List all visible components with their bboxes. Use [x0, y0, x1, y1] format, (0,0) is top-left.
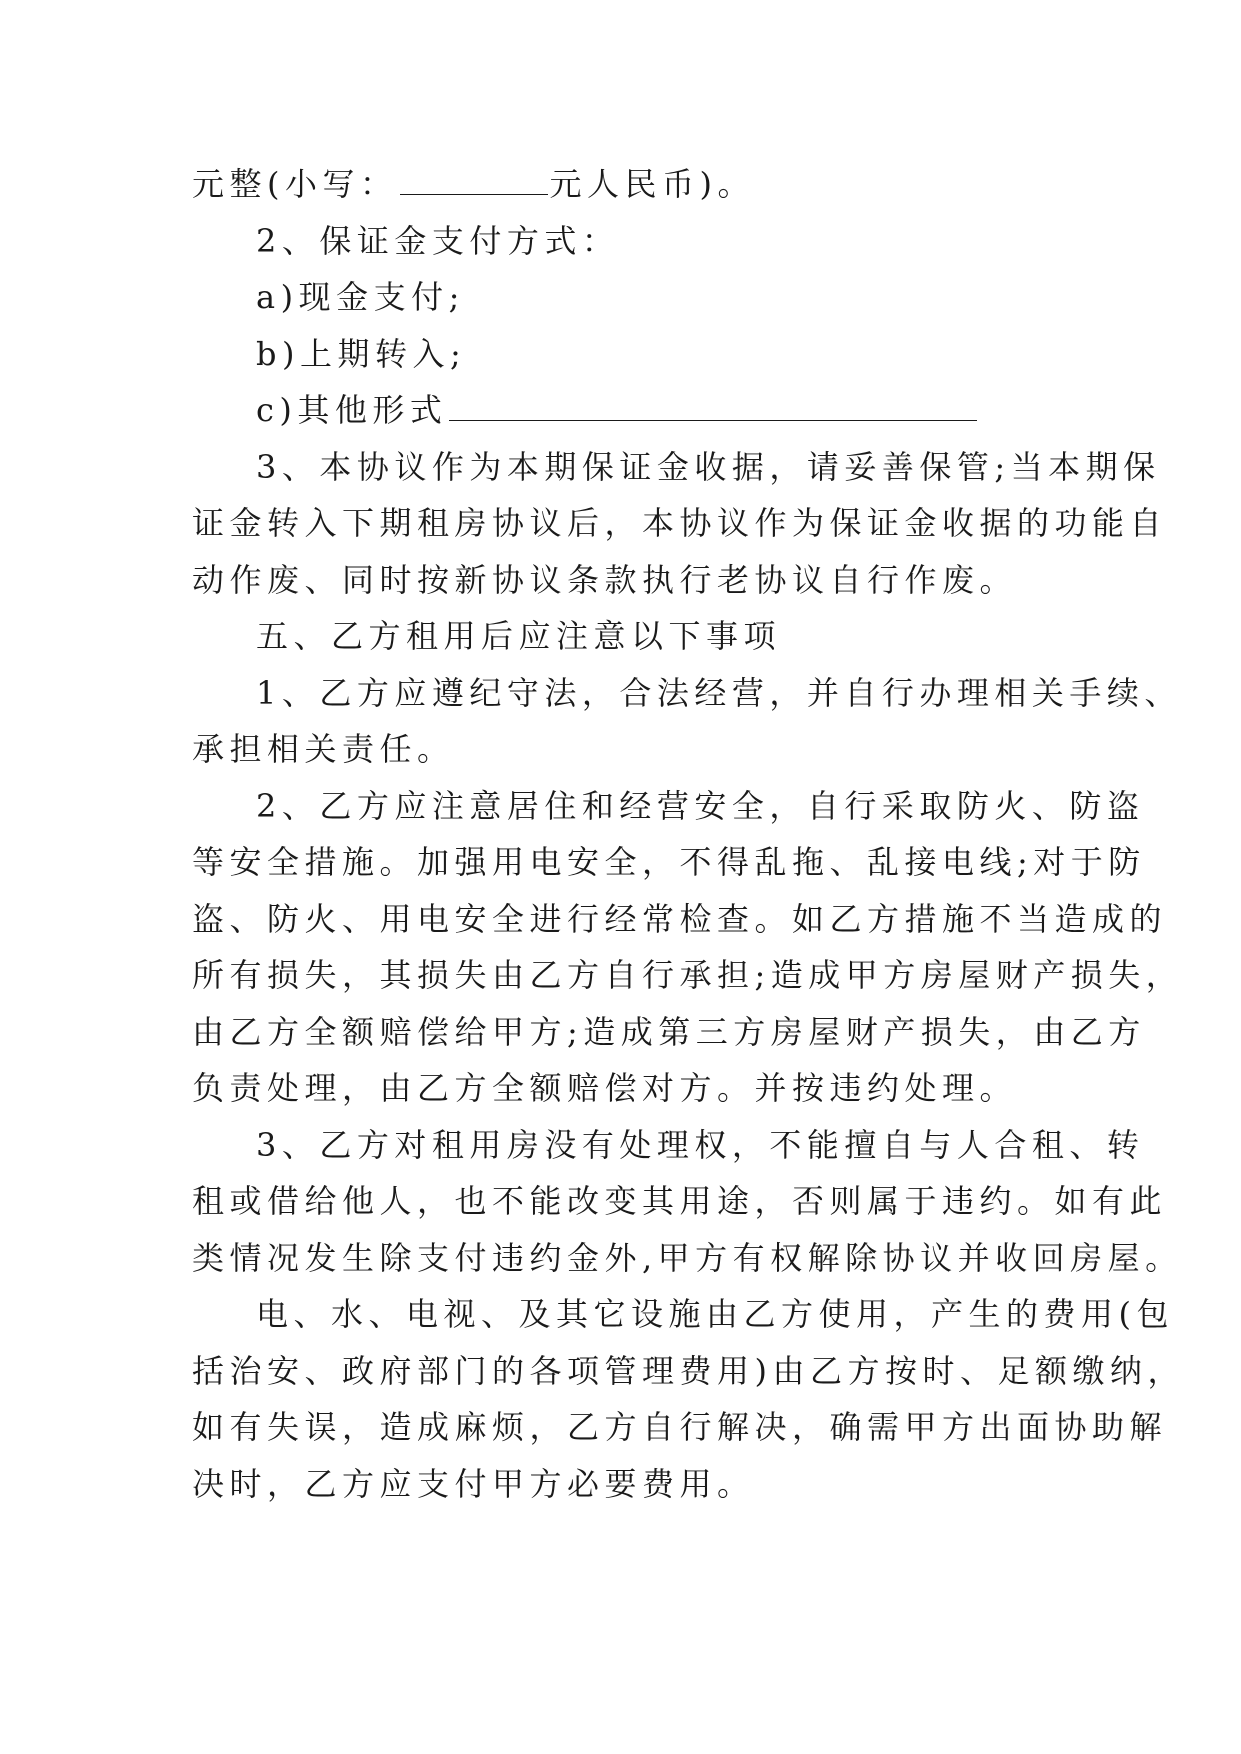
paragraph-line: 电、水、电视、及其它设施由乙方使用，产生的费用(包	[256, 1295, 1174, 1333]
paragraph-line: 证金转入下期租房协议后，本协议作为保证金收据的功能自	[192, 504, 1168, 542]
paragraph-line: 所有损失，其损失由乙方自行承担;造成甲方房屋财产损失，	[192, 956, 1184, 994]
payment-option-a: a)现金支付;	[256, 278, 465, 316]
paragraph-line: 等安全措施。加强用电安全，不得乱拖、乱接电线;对于防	[192, 843, 1146, 881]
paragraph-line: 类情况发生除支付违约金外,甲方有权解除协议并收回房屋。	[192, 1238, 1183, 1277]
section-heading-5: 五、乙方租用后应注意以下事项	[256, 617, 782, 655]
paragraph-line: 3、乙方对租用房没有处理权，不能擅自与人合租、转	[256, 1125, 1145, 1164]
paragraph-line: 承担相关责任。	[192, 730, 455, 768]
payment-option-c: c)其他形式	[256, 391, 448, 429]
deposit-amount-prefix: 元整(小写：	[192, 165, 398, 203]
payment-option-c-line	[192, 382, 1072, 439]
paragraph-line: 决时，乙方应支付甲方必要费用。	[192, 1464, 755, 1503]
paragraph-line: 由乙方全额赔偿给甲方;造成第三方房屋财产损失，由乙方	[192, 1012, 1146, 1051]
paragraph-line: 租或借给他人，也不能改变其用途，否则属于违约。如有此	[192, 1182, 1168, 1220]
payment-option-b: b)上期转入;	[256, 334, 467, 373]
clause-heading-payment-method: 2、保证金支付方式：	[256, 221, 620, 260]
deposit-amount-suffix: 元人民币)。	[549, 165, 755, 203]
paragraph-line: 1、乙方应遵纪守法，合法经营，并自行办理相关手续、	[256, 673, 1182, 712]
paragraph-line: 3、本协议作为本期保证金收据，请妥善保管;当本期保	[256, 447, 1161, 486]
paragraph-line: 负责处理，由乙方全额赔偿对方。并按违约处理。	[192, 1069, 1018, 1107]
paragraph-line: 动作废、同时按新协议条款执行老协议自行作废。	[192, 560, 1018, 599]
paragraph-line: 盗、防火、用电安全进行经常检查。如乙方措施不当造成的	[192, 899, 1168, 938]
paragraph-line: 括治安、政府部门的各项管理费用)由乙方按时、足额缴纳，	[192, 1351, 1185, 1390]
document-body	[192, 156, 1185, 1512]
paragraph-line: 如有失误，造成麻烦，乙方自行解决，确需甲方出面协助解	[192, 1408, 1168, 1446]
deposit-amount-line	[192, 156, 1072, 213]
paragraph-line: 2、乙方应注意居住和经营安全，自行采取防火、防盗	[256, 786, 1145, 825]
deposit-amount-blank	[400, 164, 548, 195]
payment-option-c-blank	[449, 390, 977, 421]
